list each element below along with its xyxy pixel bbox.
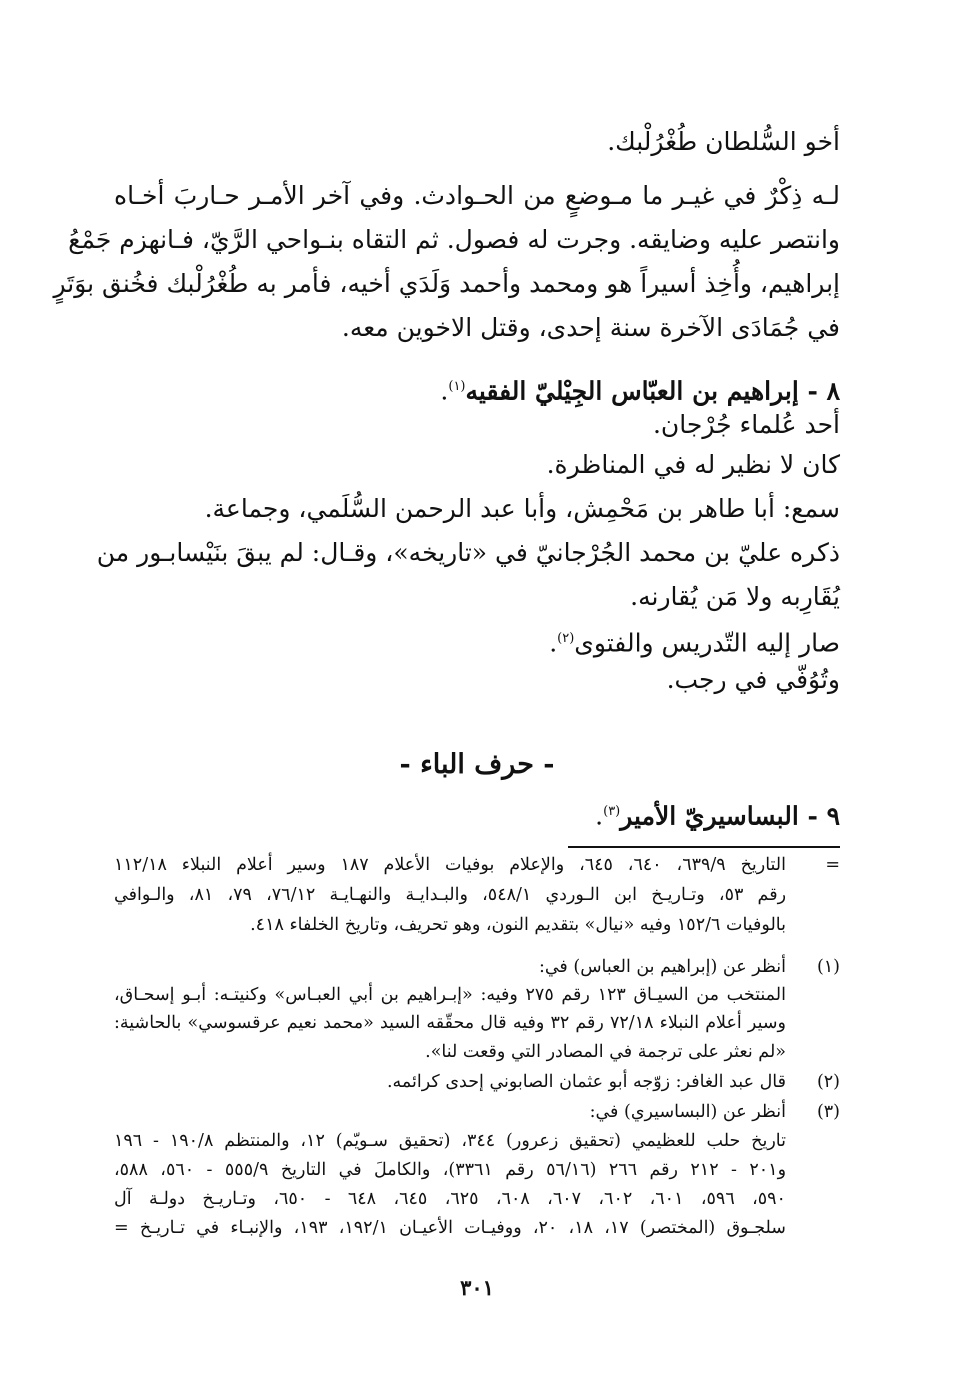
footnote-line: المنتخب من السيـاق ١٢٣ رقم ٢٧٥ وفيه: «إبـراهيم بن أبي العبـاس» وكنيتـه: أبـو إسحـاق،	[114, 985, 786, 1005]
footnote-line: بالوفيات ١٥٢/٦ وفيه «نيال» بتقديم النون، وهو تحريف، وتاريخ الخلفاء ٤١٨.	[250, 915, 786, 935]
footnote-line: سلجـوق (المختصر) ١٧، ١٨، ٢٠، ووفيـات الأعيـان ١٩٢/١، ١٩٣، والإنبـاء في تـاريـخ =	[114, 1218, 786, 1238]
entry-8-line: يُقَارِبه ولا مَن يُقارنه.	[630, 582, 840, 611]
footnote-ref: (١)	[448, 379, 466, 394]
section-heading: - حرف الباء -	[399, 749, 555, 780]
footnote-line: قال عبد الغافر: زوّجه أبو عثمان الصابوني إحدى كرائمه.	[386, 1072, 786, 1092]
footnote-number: (٢)	[816, 1072, 840, 1092]
footnote-line: وسير أعلام النبلاء ٧٢/١٨ رقم ٣٢ وفيه قال محقّقه السيد «محمد نعيم عرقسوسي» بالحاشية:	[114, 1013, 786, 1033]
entry-8-line: سمع: أبا طاهر بن مَحْمِش، وأبا عبد الرحمن السُّلَمي، وجماعة.	[204, 494, 840, 523]
paragraph-line: إبراهيم، وأُخِذ أسيراً هو ومحمد وأحمد وَلَدَي أخيه، فأمر به طُغْرُلْبك فخُنق بوَتَرٍ	[53, 269, 840, 298]
footnote-line: أنظر عن (إبراهيم بن العباس) في:	[538, 957, 786, 977]
footnote-line: تاريخ حلب للعظيمي (تحقيق زعرور) ٣٤٤، (تحقيق سـويّم) ١٢، والمنتظم ١٩٠/٨ - ١٩٦	[114, 1131, 787, 1151]
entry-8-line: كان لا نظير له في المناظرة.	[546, 450, 840, 479]
entry-8-title-end: .	[440, 376, 449, 406]
page-number: ٣٠١	[460, 1275, 494, 1300]
entry-8-title-text: ٨ - إبراهيم بن العبّاس الجِيْليّ الفقيه	[465, 376, 840, 406]
entry-9-title-text: ٩ - البساسيريّ الأمير	[620, 801, 840, 831]
footnote-line: «لم نعثر على ترجمة في المصادر التي وقعت لنا».	[425, 1042, 786, 1062]
footnote-number: (٣)	[816, 1102, 840, 1122]
paragraph-line: وانتصر عليه وضايقه. وجرت له فصول. ثم التقاه بنـواحي الرَّيّ، فـانهزم جَمْعُ	[68, 225, 840, 254]
footnote-continued-marker: =	[825, 855, 840, 875]
footnote-separator	[568, 846, 840, 848]
entry-9-title	[114, 790, 840, 838]
footnote-ref: (٣)	[603, 804, 621, 819]
footnote-line: أنظر عن (البساسيري) في:	[589, 1102, 786, 1122]
footnote-line: رقم ٥٣، وتـاريـخ ابن الـوردي ٥٤٨/١، والبـدايـة والنهـايـة ٧٦/١٢، ٧٩، ٨١، والـوافي	[114, 885, 787, 905]
footnote-line: التاريخ ٦٣٩/٩، ٦٤٠، ٦٤٥، والإعلام بوفيات الأعلام ١٨٧ وسير أعلام النبلاء ١١٢/١٨	[114, 855, 786, 875]
footnote-line: ٥٩٠، ٥٩٦، ٦٠١، ٦٠٢، ٦٠٧، ٦٠٨، ٦٢٥، ٦٤٥، ٦٤٨ - ٦٥٠، وتـاريـخ دولـة آل	[114, 1189, 786, 1209]
teaching-end: .	[549, 628, 558, 658]
paragraph-line: لـه ذِكْرٌ في غيـر ما مـوضعٍ من الحـوادث. وفي آخر الأمـر حـاربَ أخـاه	[114, 181, 840, 210]
teaching-text: صار إليه التّدريس والفتوى	[574, 628, 840, 658]
footnote-line: و٢٠١ - ٢١٢ رقم ٢٦٦ (٥٦/١٦ رقم ٣٣٦١)، والكاملَ في التاريخ ٥٥٥/٩ - ٥٦٠، ٥٨٨،	[114, 1160, 787, 1180]
paragraph-line: في جُمَادَى الآخرة سنة إحدى، وقتل الاخوين معه.	[341, 313, 840, 342]
entry-8-line: أحد عُلماء جُرْجان.	[652, 410, 840, 439]
footnote-ref: (٢)	[557, 631, 575, 646]
intro-line: أخو السُّلطان طُغْرُلْبك.	[607, 127, 840, 156]
entry-8-death-line: وتُوُفّي في رجب.	[666, 665, 840, 694]
footnote-number: (١)	[816, 957, 840, 977]
entry-8-line: ذكره عليّ بن محمد الجُرْجانيّ في «تاريخه»، وقـال: لم يبقَ بنَيْسابـور من	[96, 538, 840, 567]
entry-9-title-end: .	[595, 801, 604, 831]
